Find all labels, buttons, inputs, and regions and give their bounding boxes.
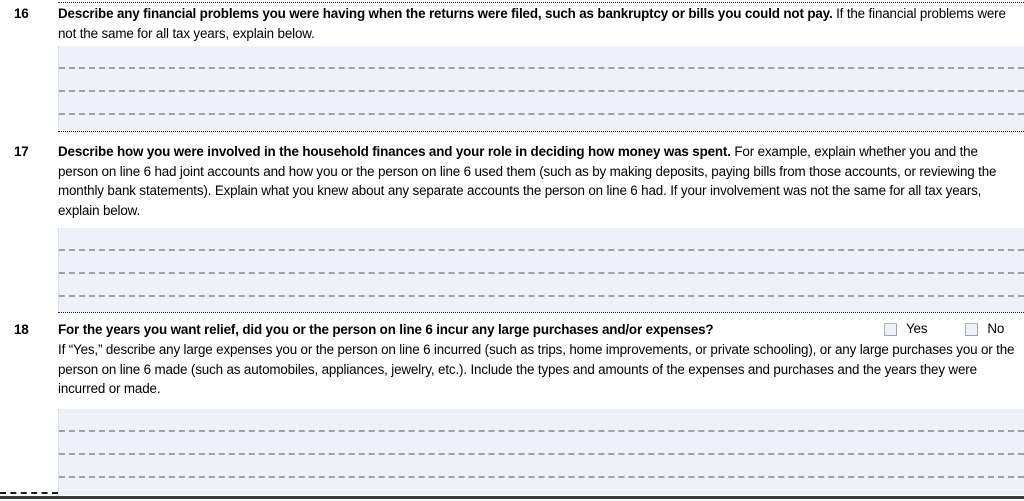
separator-dotted-17-18 bbox=[58, 312, 1024, 313]
write-line bbox=[59, 90, 1024, 92]
item-number-16: 16 bbox=[14, 6, 29, 21]
checkbox-yes-18[interactable] bbox=[884, 323, 897, 336]
checkbox-yes-label-18: Yes bbox=[906, 321, 928, 336]
write-line bbox=[59, 295, 1024, 297]
answer-field-16[interactable] bbox=[58, 46, 1024, 130]
write-line bbox=[59, 476, 1024, 478]
item-prompt-16 bbox=[58, 4, 1020, 43]
yes-no-choice-group-18 bbox=[884, 321, 1004, 337]
write-line bbox=[59, 249, 1024, 251]
item-prompt-16-bold: Describe any financial problems you were having when the returns were filed, such as bankruptcy or bills you could not pay. bbox=[58, 6, 833, 21]
separator-dashed-bottom-left bbox=[0, 492, 58, 494]
item-number-18: 18 bbox=[14, 322, 29, 337]
page-bottom-rule bbox=[0, 496, 1024, 499]
item-prompt-17-rest: For example, explain whether you and the person on line 6 had joint accounts and how you or the person on line 6 used them (such as by making deposits, paying bills from those accounts, or reviewing the monthly bank statements). Explain what you knew about any separate accounts the person on line 6 had. If your involvement was not the same for all tax years, explain below. bbox=[58, 144, 997, 218]
item-number-17: 17 bbox=[14, 144, 29, 159]
item-detail-18: If “Yes,” describe any large expenses you or the person on line 6 incurred (such as trips, home improvements, or private schooling), or any large purchases you or the person on line 6 made (such as automobiles, appliances, jewelry, etc.). Include the types and amounts of the expenses and purchases and the years they were incurred or made. bbox=[58, 342, 1015, 397]
write-line bbox=[59, 430, 1024, 432]
separator-dotted-16-17 bbox=[58, 131, 1024, 132]
separator-dotted-top bbox=[58, 2, 1024, 3]
write-line bbox=[59, 272, 1024, 274]
write-line bbox=[59, 113, 1024, 115]
answer-field-18[interactable] bbox=[58, 409, 1024, 495]
item-prompt-18-bold: For the years you want relief, did you or the person on line 6 incur any large purchases and/or expenses? bbox=[58, 322, 714, 337]
item-prompt-16-rest: If the financial problems were not the same for all tax years, explain below. bbox=[58, 6, 1006, 41]
item-prompt-18 bbox=[58, 320, 874, 340]
write-line bbox=[59, 453, 1024, 455]
item-prompt-17 bbox=[58, 142, 1020, 220]
item-prompt-17-bold: Describe how you were involved in the household finances and your role in deciding how money was spent. bbox=[58, 144, 731, 159]
answer-field-17[interactable] bbox=[58, 228, 1024, 312]
write-line bbox=[59, 67, 1024, 69]
checkbox-no-label-18: No bbox=[987, 321, 1005, 336]
checkbox-no-18[interactable] bbox=[965, 323, 978, 336]
